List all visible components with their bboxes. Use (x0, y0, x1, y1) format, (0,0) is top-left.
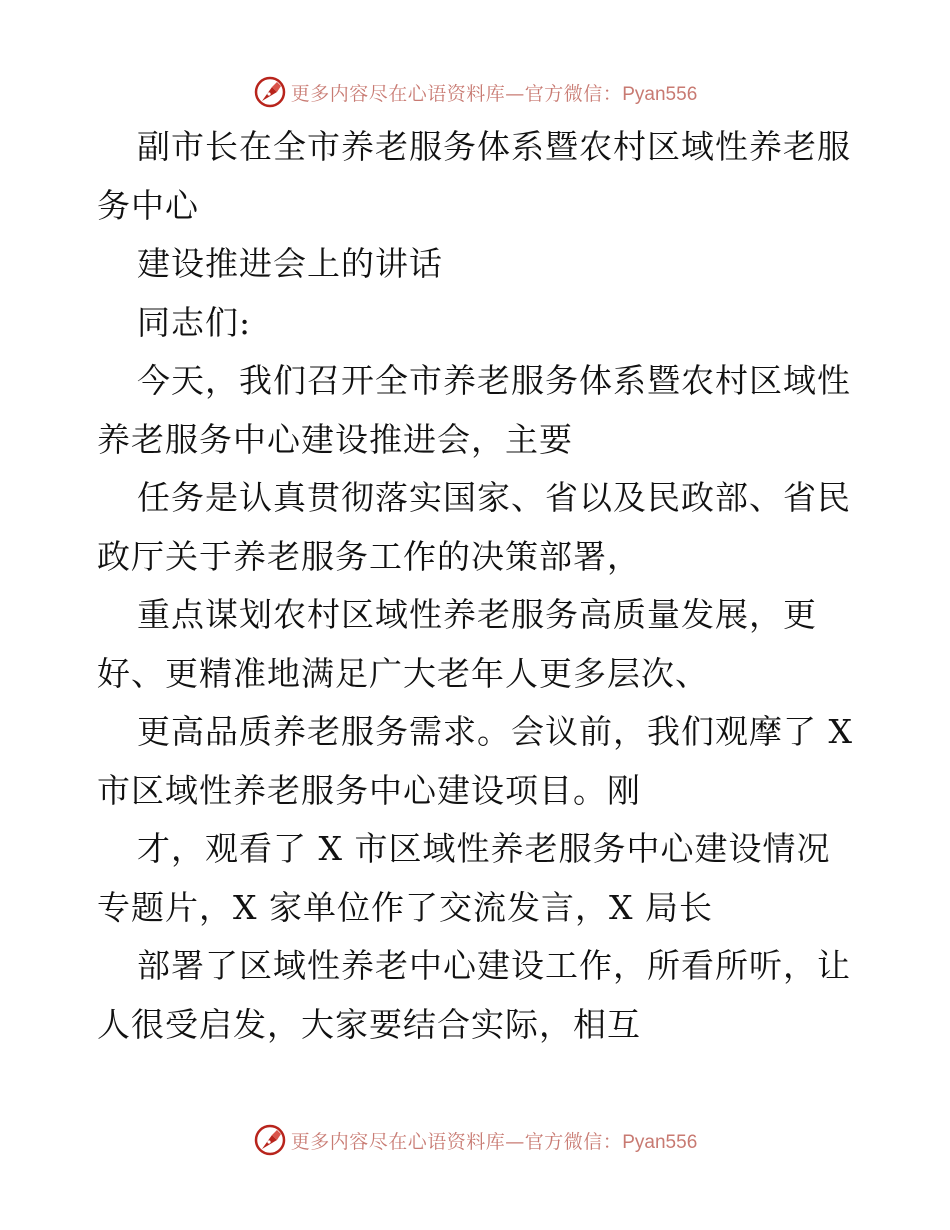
text-line: 务中心 (97, 185, 199, 225)
text-line: 好、更精准地满足广大老年人更多层次、 (97, 653, 709, 693)
text-line: 同志们: (137, 302, 252, 342)
text-line: 人很受启发，大家要结合实际，相互 (97, 1004, 641, 1044)
text-line: 今天，我们召开全市养老服务体系暨农村区域性 (137, 361, 851, 400)
text-line: 重点谋划农村区域性养老服务高质量发展，更 (137, 595, 817, 634)
text-line: 任务是认真贯彻落实国家、省以及民政部、省民 (137, 478, 851, 517)
watermark-id: Pyan556 (622, 83, 698, 105)
watermark-text (291, 1127, 698, 1154)
text-line: 养老服务中心建设推进会，主要 (97, 419, 573, 459)
text-line: 才，观看了 X 市区域性养老服务中心建设情况 (137, 829, 831, 868)
pen-nib-logo (253, 1123, 287, 1157)
text-line: 副市长在全市养老服务体系暨农村区域性养老服 (137, 127, 851, 166)
watermark-label: 更多内容尽在心语资料库—官方微信： (290, 1130, 623, 1153)
document-body (97, 118, 857, 1054)
text-line: 更高品质养老服务需求。会议前，我们观摩了 X (137, 712, 853, 751)
text-line: 建设推进会上的讲话 (137, 244, 443, 283)
header-watermark (0, 72, 950, 112)
watermark-id: Pyan556 (622, 1131, 698, 1153)
footer-watermark (0, 1120, 950, 1160)
watermark-label: 更多内容尽在心语资料库—官方微信： (290, 82, 623, 105)
text-line: 市区域性养老服务中心建设项目。刚 (97, 770, 641, 810)
text-line: 政厅关于养老服务工作的决策部署， (97, 536, 641, 576)
text-line: 部署了区域性养老中心建设工作，所看所听，让 (137, 946, 851, 985)
pen-nib-logo (253, 75, 287, 109)
watermark-text (291, 79, 698, 106)
text-line: 专题片，X 家单位作了交流发言，X 局长 (97, 887, 713, 927)
